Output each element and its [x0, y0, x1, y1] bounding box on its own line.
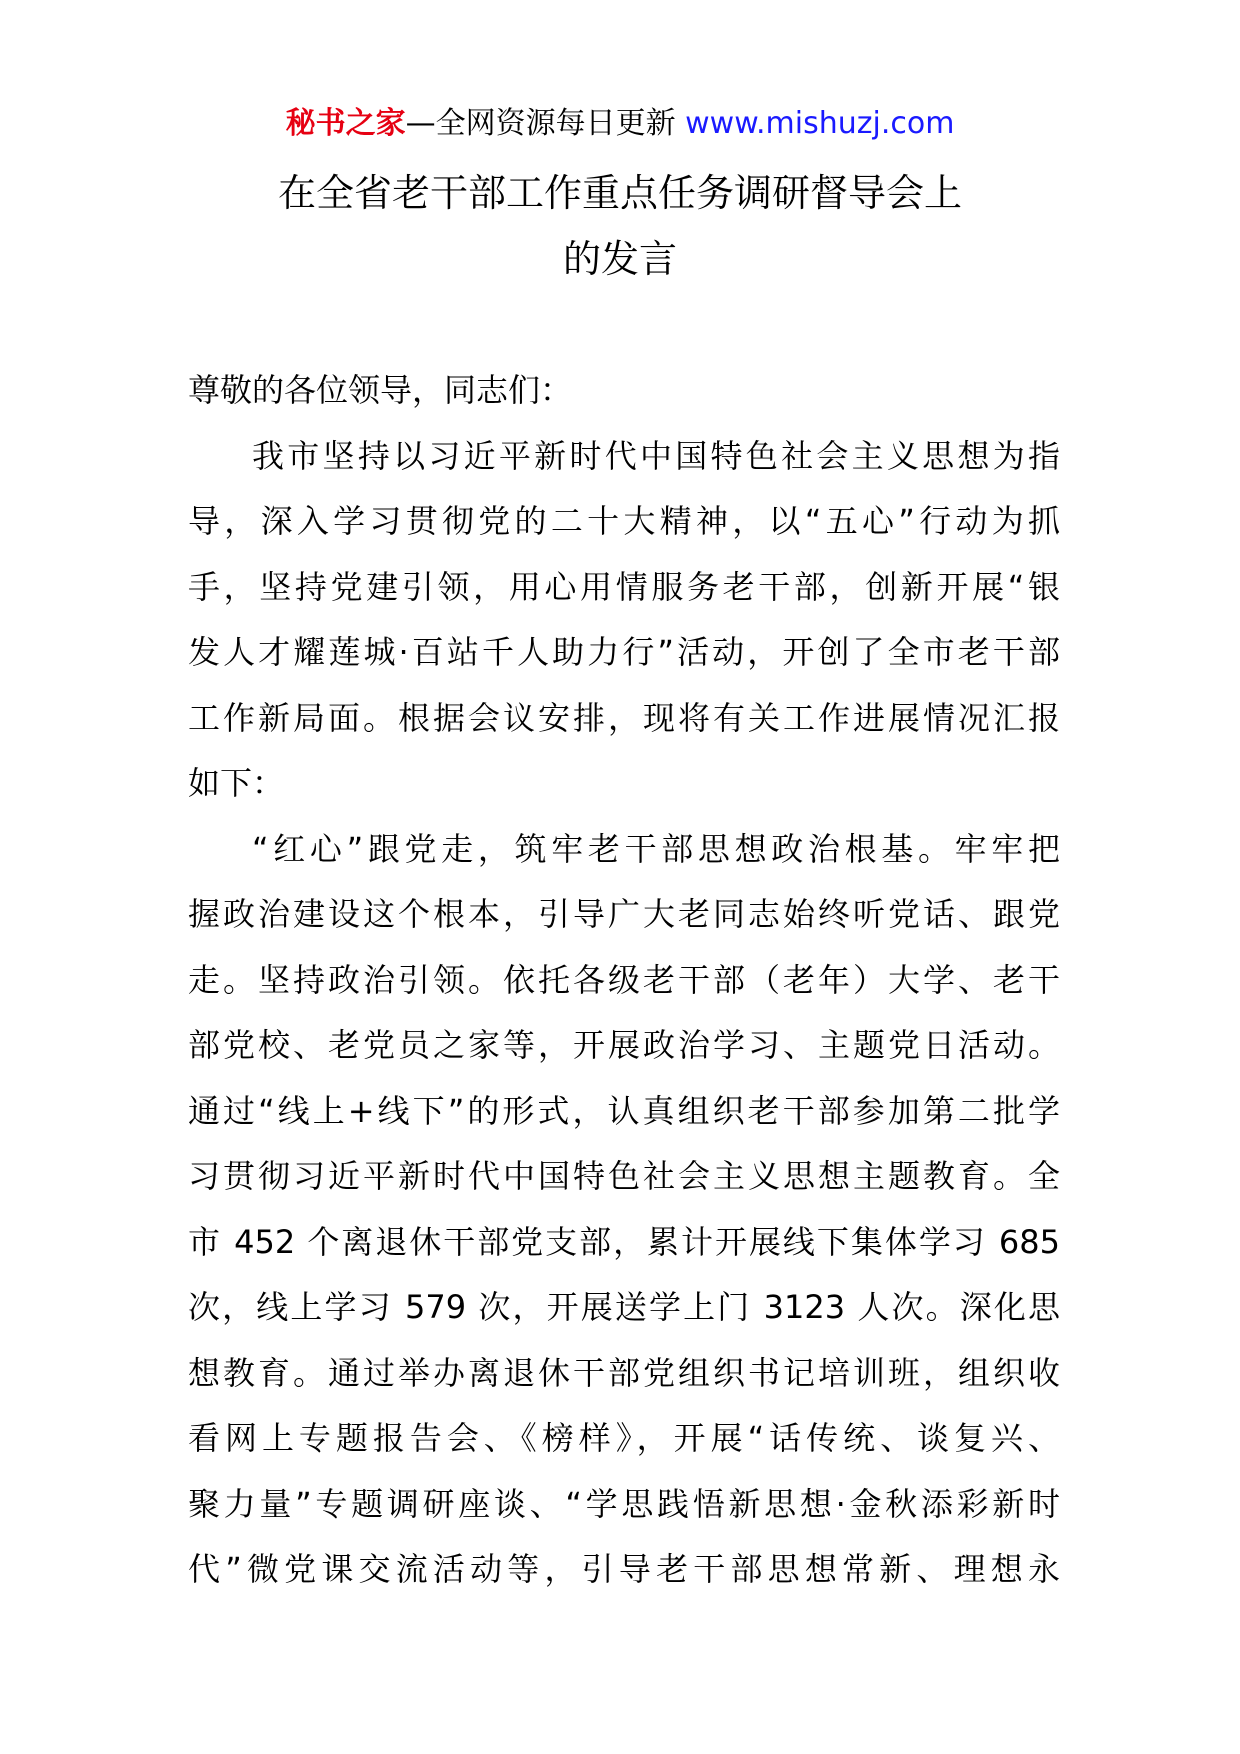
paragraph-line: 次，线上学习 579 次，开展送学上门 3123 人次。深化思: [188, 1288, 1060, 1326]
paragraph-line: 代”微党课交流活动等，引导老干部思想常新、理想永: [188, 1550, 1060, 1588]
paragraph-line: 习贯彻习近平新时代中国特色社会主义思想主题教育。全: [188, 1157, 1060, 1195]
document-title-line-2: 的发言: [562, 237, 677, 281]
paragraph-line: 部党校、老党员之家等，开展政治学习、主题党日活动。: [188, 1026, 1060, 1064]
paragraph-line: 我市坚持以习近平新时代中国特色社会主义思想为指: [252, 436, 1060, 475]
paragraph-line: 工作新局面。根据会议安排，现将有关工作进展情况汇报: [188, 698, 1060, 737]
paragraph-line: 看网上专题报告会、《榜样》，开展“话传统、谈复兴、: [188, 1419, 1060, 1457]
document-body: [188, 358, 1060, 1603]
watermark-brand: 秘书之家: [285, 106, 406, 141]
paragraph-line: 手，坚持党建引领，用心用情服务老干部，创新开展“银: [188, 567, 1060, 606]
paragraph-line: 市 452 个离退休干部党支部，累计开展线下集体学习 685: [188, 1222, 1060, 1261]
paragraph-line: 导，深入学习贯彻党的二十大精神，以“五心”行动为抓: [188, 502, 1060, 540]
paragraph-line: 聚力量”专题调研座谈、“学思践悟新思想·金秋添彩新时: [188, 1484, 1060, 1523]
paragraph-line: “红心”跟党走，筑牢老干部思想政治根基。牢牢把: [252, 829, 1060, 868]
paragraph-line: 走。坚持政治引领。依托各级老干部（老年）大学、老干: [188, 960, 1060, 999]
document-title-line-1: 在全省老干部工作重点任务调研督导会上: [277, 171, 962, 215]
paragraph-line: 握政治建设这个根本，引导广大老同志始终听党话、跟党: [188, 895, 1060, 933]
paragraph-line: 如下：: [188, 764, 285, 802]
watermark-url[interactable]: www.mishuzj.com: [685, 106, 955, 141]
paragraph-line: 通过“线上+线下”的形式，认真组织老干部参加第二批学: [188, 1091, 1060, 1130]
salutation: 尊敬的各位领导，同志们：: [188, 371, 573, 409]
watermark-slogan: —全网资源每日更新: [405, 106, 686, 141]
watermark-header: [0, 102, 1240, 146]
paragraph-line: 想教育。通过举办离退休干部党组织书记培训班，组织收: [188, 1353, 1060, 1392]
paragraph-line: 发人才耀莲城·百站千人助力行”活动，开创了全市老干部: [188, 633, 1060, 671]
